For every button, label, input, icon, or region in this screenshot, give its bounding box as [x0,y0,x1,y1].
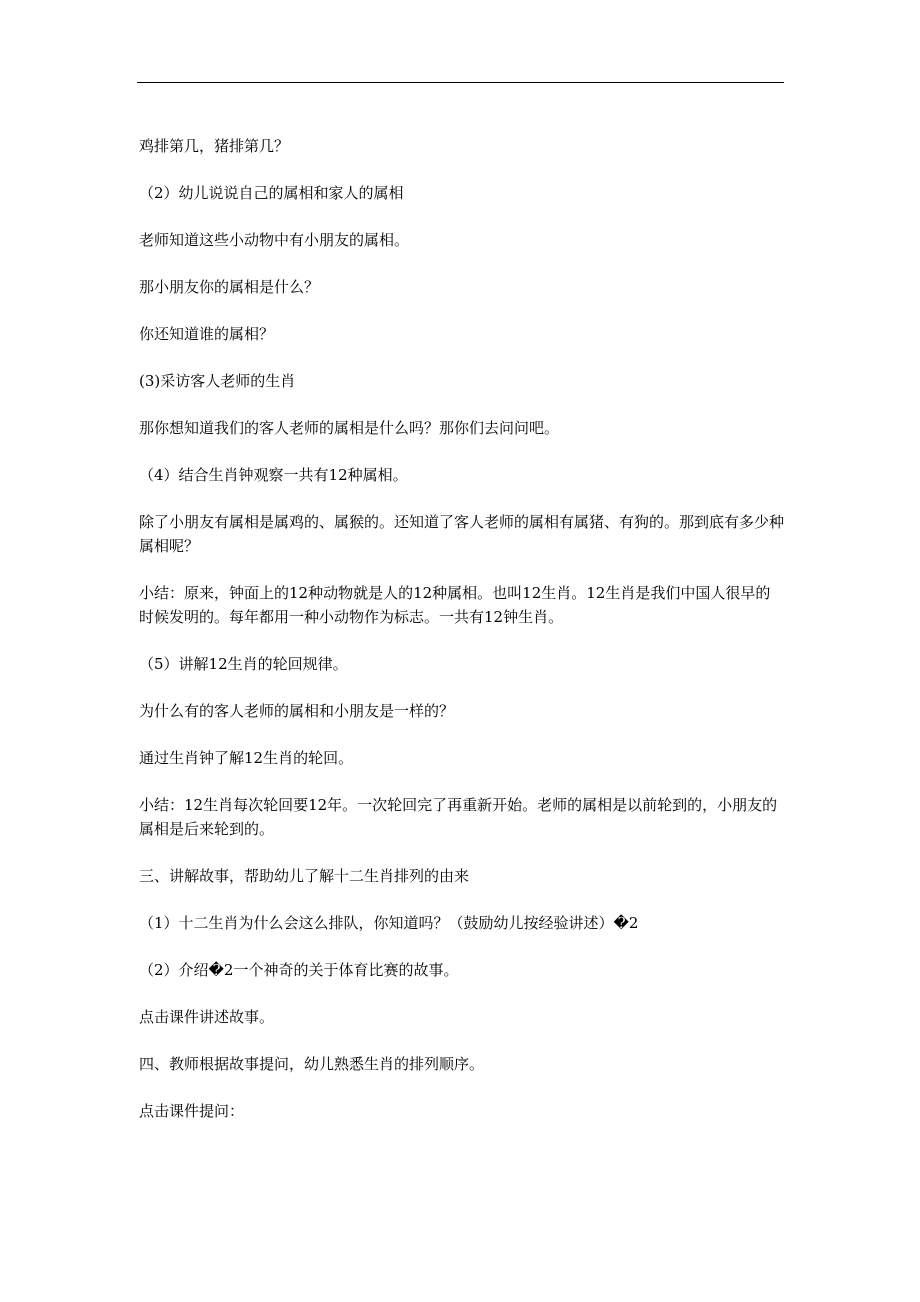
paragraph: 老师知道这些小动物中有小朋友的属相。 [139,231,410,249]
paragraph: （2）介绍�2一个神奇的关于体育比赛的故事。 [139,961,459,979]
paragraph: 点击课件讲述故事。 [139,1008,275,1026]
paragraph: 那小朋友你的属相是什么？ [139,278,320,296]
paragraph: 那你想知道我们的客人老师的属相是什么吗？那你们去问问吧。 [139,419,560,437]
header-rule [137,82,784,83]
paragraph: （1）十二生肖为什么会这么排队，你知道吗？（鼓励幼儿按经验讲述）�2 [139,914,639,932]
paragraph: 鸡排第几，猪排第几？ [139,137,290,155]
paragraph: 你还知道谁的属相？ [139,325,275,343]
section-heading: 四、教师根据故事提问，幼儿熟悉生肖的排列顺序。 [139,1055,485,1073]
paragraph: （4）结合生肖钟观察一共有12种属相。 [139,466,408,484]
paragraph: 除了小朋友有属相是属鸡的、属猴的。还知道了客人老师的属相有属猪、有狗的。那到底有多少种属相呢？ [139,513,785,555]
paragraph: (3)采访客人老师的生肖 [139,372,296,390]
section-heading: 三、讲解故事，帮助幼儿了解十二生肖排列的由来 [139,867,470,885]
paragraph: 点击课件提问： [139,1102,245,1120]
paragraph: 小结：12生肖每次轮回要12年。一次轮回完了再重新开始。老师的属相是以前轮到的，小朋友的属相是后来轮到的。 [139,796,778,838]
paragraph: 通过生肖钟了解12生肖的轮回。 [139,749,354,767]
paragraph: （5）讲解12生肖的轮回规律。 [139,655,348,673]
paragraph: 小结：原来，钟面上的12种动物就是人的12种属相。也叫12生肖。12生肖是我们中国人很早的时候发明的。每年都用一种小动物作为标志。一共有12钟生肖。 [139,584,771,626]
paragraph: （2）幼儿说说自己的属相和家人的属相 [139,184,404,202]
document-body [139,134,784,1123]
paragraph: 为什么有的客人老师的属相和小朋友是一样的？ [139,702,455,720]
